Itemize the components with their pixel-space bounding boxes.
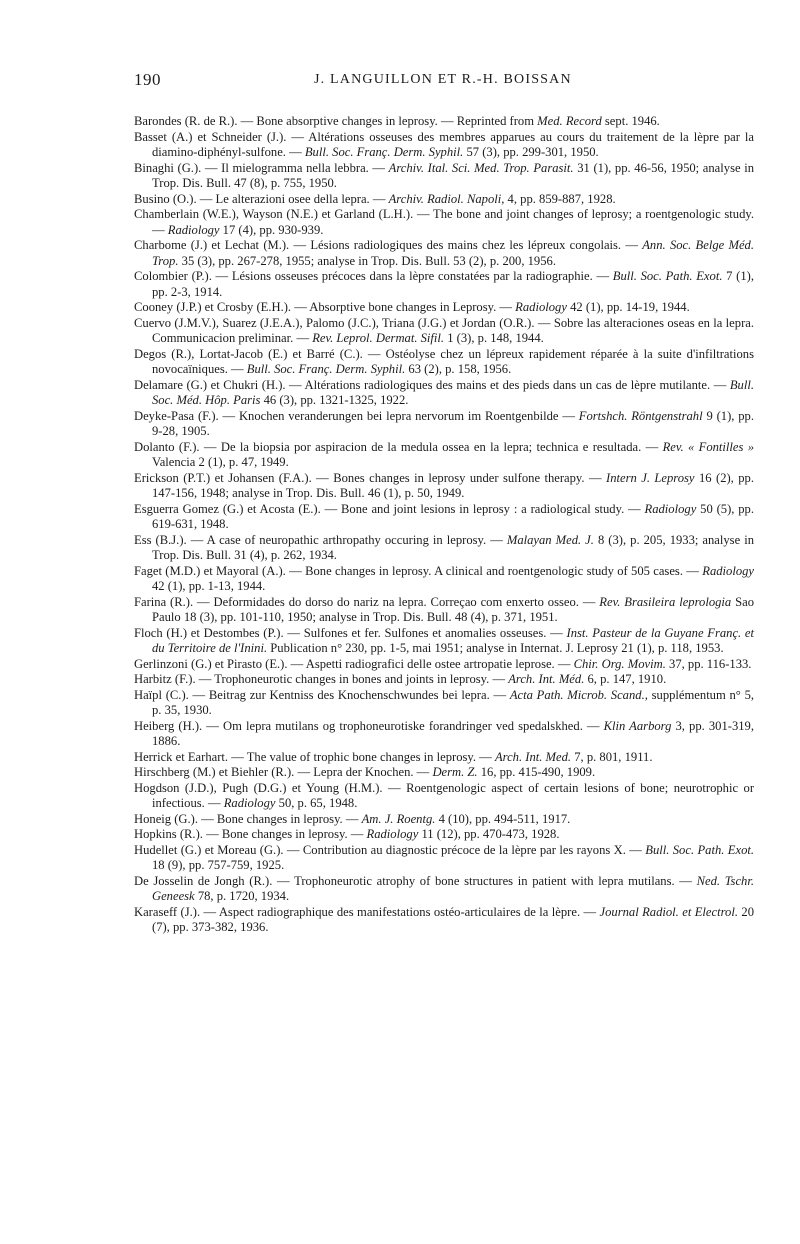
reference-authors: Farina (R.).	[134, 594, 194, 609]
reference-authors: Ess (B.J.).	[134, 532, 187, 547]
reference-details: 11 (12), pp. 470-473, 1928.	[421, 827, 560, 841]
reference-item: Hogdson (J.D.), Pugh (D.G.) et Young (H.M.). — Roentgenologic aspect of certain lesions of bone; neurotrophic or infectious. — Radiology 50, p. 65, 1948.	[134, 780, 755, 810]
reference-item: Dolanto (F.). — De la biopsia por aspiracion de la medula ossea en la lepra; technica e resultada. — Rev. « Fontilles » Valencia 2 (1), p. 47, 1949.	[134, 439, 755, 469]
reference-journal: Derm. Z.	[432, 765, 478, 779]
reference-item: Faget (M.D.) et Mayoral (A.). — Bone changes in leprosy. A clinical and roentgenologic study of 505 cases. — Radiology 42 (1), pp. 1-13, 1944.	[134, 563, 755, 593]
reference-details: 42 (1), pp. 1-13, 1944.	[152, 579, 266, 593]
reference-journal: Radiology	[644, 501, 697, 516]
reference-item: Erickson (P.T.) et Johansen (F.A.). — Bones changes in leprosy under sulfone therapy. — Intern J. Leprosy 16 (2), pp. 147-156, 1948; analyse in Trop. Dis. Bull. 46 (1), p. 50, 1949.	[134, 470, 755, 500]
reference-journal: Ann. Soc. Belge Méd. Trop.	[152, 238, 755, 268]
reference-title: Contribution au diagnostic précoce de la lèpre par les rayons X. —	[302, 842, 642, 857]
reference-title: Il mielogramma nella lebbra. —	[221, 160, 386, 175]
reference-details: 16 (2), pp. 147-156, 1948; analyse in Trop. Dis. Bull. 46 (1), p. 50, 1949.	[152, 470, 755, 500]
reference-title: Ostéolyse chez un lépreux rapidement réparée à la suite d'infiltrations novocaïniques. —	[152, 346, 754, 376]
reference-journal: Med. Record	[537, 114, 602, 128]
reference-authors: Dolanto (F.).	[134, 439, 200, 454]
reference-details: 35 (3), pp. 267-278, 1955; analyse in Trop. Dis. Bull. 53 (2), p. 200, 1956.	[181, 253, 556, 268]
reference-journal: Radiology	[223, 796, 276, 810]
reference-title: Trophoneurotic changes in bones and joints in leprosy. —	[214, 672, 506, 686]
reference-authors: Esguerra Gomez (G.) et Acosta (E.).	[134, 501, 321, 516]
reference-item: Harbitz (F.). — Trophoneurotic changes in bones and joints in leprosy. — Arch. Int. Méd. 6, p. 147, 1910.	[134, 672, 667, 686]
reference-journal: Radiology	[366, 827, 419, 841]
reference-authors: Faget (M.D.) et Mayoral (A.).	[134, 563, 286, 578]
reference-item: Basset (A.) et Schneider (J.). — Altérations osseuses des membres apparues au cours du traitement de la lèpre par la diamino-diphényl-sulfone. — Bull. Soc. Franç. Derm. Syphil. 57 (3), pp. 299-301, 1950.	[134, 129, 755, 159]
reference-item: Degos (R.), Lortat-Jacob (E.) et Barré (C.). — Ostéolyse chez un lépreux rapidement réparée à la suite d'infiltrations novocaïniques. — Bull. Soc. Franç. Derm. Syphil. 63 (2), p. 158, 1956.	[134, 346, 754, 376]
reference-details: sept. 1946.	[604, 114, 660, 128]
reference-item: Gerlinzoni (G.) et Pirasto (E.). — Aspetti radiografici delle ostee artropatie leprose. — Chir. Org. Movim. 37, pp. 116-133.	[134, 656, 752, 671]
reference-journal: Ned. Tschr. Geneesk	[152, 873, 754, 903]
reference-item: Hopkins (R.). — Bone changes in leprosy. — Radiology 11 (12), pp. 470-473, 1928.	[134, 827, 560, 841]
reference-title: Deformidades do dorso do nariz na lepra. Correçao com enxerto osseo. —	[213, 594, 596, 609]
reference-title: Aspetti radiografici delle ostee artropatie leprose. —	[305, 656, 571, 671]
reference-title: Bone and joint lesions in leprosy : a radiological study. —	[341, 501, 641, 516]
reference-journal: Archiv. Radiol. Napoli,	[388, 191, 505, 206]
reference-title: De la biopsia por aspiracion de la medula ossea en la lepra; technica e resultada. —	[220, 439, 659, 454]
reference-details: 57 (3), pp. 299-301, 1950.	[466, 145, 599, 159]
reference-item: Hirschberg (M.) et Biehler (R.). — Lepra der Knochen. — Derm. Z. 16, pp. 415-490, 1909.	[134, 765, 596, 779]
reference-item: Hudellet (G.) et Moreau (G.). — Contribution au diagnostic précoce de la lèpre par les rayons X. — Bull. Soc. Path. Exot. 18 (9), pp. 757-759, 1925.	[134, 842, 755, 872]
reference-title: Lepra der Knochen. —	[313, 765, 430, 779]
reference-title: Trophoneurotic atrophy of bone structures in patient with lepra mutilans. —	[294, 873, 692, 888]
reference-journal: Arch. Int. Méd.	[508, 672, 585, 686]
reference-journal: Am. J. Roentg.	[361, 811, 436, 826]
reference-title: Bone changes in leprosy. —	[221, 827, 364, 841]
reference-details: 20 (7), pp. 373-382, 1936.	[152, 904, 754, 934]
reference-authors: Binaghi (G.).	[134, 160, 202, 175]
reference-authors: Barondes (R. de R.).	[134, 114, 238, 128]
reference-item: Delamare (G.) et Chukri (H.). — Altérations radiologiques des mains et des pieds dans un cas de lèpre mutilante. — Bull. Soc. Méd. Hôp. Paris 46 (3), pp. 1321-1325, 1922.	[134, 377, 754, 407]
reference-title: Aspect radiographique des manifestations ostéo-articulaires de la lèpre. —	[218, 904, 597, 919]
reference-title: Bones changes in leprosy under sulfone therapy. —	[333, 470, 602, 485]
reference-title: Bone changes in leprosy. —	[216, 811, 359, 826]
reference-item: Karaseff (J.). — Aspect radiographique des manifestations ostéo-articulaires de la lèpre. — Journal Radiol. et Electrol. 20 (7), pp. 373-382, 1936.	[134, 904, 754, 934]
reference-journal: Arch. Int. Med.	[494, 749, 572, 764]
reference-details: 37, pp. 116-133.	[669, 656, 752, 671]
reference-journal: Klin Aarborg	[603, 718, 672, 733]
reference-journal: Radiology	[515, 300, 567, 314]
reference-title: Lésions osseuses précoces dans la lèpre constatées par la radiographie. —	[231, 269, 610, 283]
reference-journal: Bull. Soc. Franç. Derm. Syphil.	[304, 145, 464, 159]
reference-details: 3, pp. 301-319, 1886.	[152, 718, 754, 748]
reference-details: 8 (3), p. 205, 1933; analyse in Trop. Dis. Bull. 31 (4), p. 262, 1934.	[152, 532, 754, 562]
reference-item: Busino (O.). — Le alterazioni osee della lepra. — Archiv. Radiol. Napoli, 4, pp. 859-887, 1928.	[134, 191, 616, 206]
reference-item: Heiberg (H.). — Om lepra mutilans og trophoneurotiske forandringer ved spedalskhed. — Klin Aarborg 3, pp. 301-319, 1886.	[134, 718, 754, 748]
reference-item: Barondes (R. de R.). — Bone absorptive changes in leprosy. — Reprinted from Med. Record sept. 1946.	[134, 114, 660, 128]
reference-details: 7 (1), pp. 2-3, 1914.	[152, 269, 754, 299]
reference-list	[134, 114, 754, 936]
reference-title: Altérations radiologiques des mains et des pieds dans un cas de lèpre mutilante. —	[304, 377, 727, 392]
reference-authors: Charbome (J.) et Lechat (M.).	[134, 238, 290, 252]
reference-item: Haïpl (C.). — Beitrag zur Kentniss des Knochenschwundes bei lepra. — Acta Path. Microb. Scand., supplémentum n° 5, p. 35, 1930.	[134, 687, 755, 717]
reference-details: Sao Paulo 18 (3), pp. 101-110, 1950; analyse in Trop. Dis. Bull. 48 (4), p. 371, 1951.	[152, 594, 755, 624]
reference-authors: Karaseff (J.).	[134, 904, 201, 919]
reference-title: Altérations osseuses des membres apparues au cours du traitement de la lèpre par la diamino-diphényl-sulfone. —	[152, 129, 755, 159]
running-head: J. LANGUILLON ET R.-H. BOISSAN	[314, 72, 572, 87]
reference-authors: Hogdson (J.D.), Pugh (D.G.) et Young (H.M.).	[134, 780, 383, 795]
reference-journal: Rev. Leprol. Dermat. Sifil.	[312, 331, 445, 345]
page-number: 190	[134, 70, 161, 89]
reference-item: De Josselin de Jongh (R.). — Trophoneurotic atrophy of bone structures in patient with lepra mutilans. — Ned. Tschr. Geneesk 78, p. 1720, 1934.	[134, 873, 754, 903]
reference-details: 31 (1), pp. 46-56, 1950; analyse in Trop. Dis. Bull. 47 (8), p. 755, 1950.	[152, 160, 754, 190]
reference-details: 63 (2), p. 158, 1956.	[408, 362, 512, 376]
reference-item: Honeig (G.). — Bone changes in leprosy. — Am. J. Roentg. 4 (10), pp. 494-511, 1917.	[134, 811, 571, 826]
reference-item: Binaghi (G.). — Il mielogramma nella lebbra. — Archiv. Ital. Sci. Med. Trop. Parasit. 31 (1), pp. 46-56, 1950; analyse in Trop. Dis. Bull. 47 (8), p. 755, 1950.	[134, 160, 754, 190]
reference-authors: Herrick et Earhart.	[134, 749, 229, 764]
reference-authors: Haïpl (C.).	[134, 687, 189, 702]
reference-details: 50, p. 65, 1948.	[278, 796, 358, 810]
reference-title: Sobre las alteraciones oseas en la lepra. Communicacion preliminar. —	[152, 315, 754, 345]
reference-title: Bone changes in leprosy. A clinical and roentgenologic study of 505 cases. —	[305, 563, 699, 578]
reference-details: Valencia 2 (1), p. 47, 1949.	[152, 455, 289, 469]
reference-title: Absorptive bone changes in Leprosy. —	[309, 300, 513, 314]
reference-journal: Journal Radiol. et Electrol.	[599, 904, 738, 919]
reference-details: 42 (1), pp. 14-19, 1944.	[570, 300, 690, 314]
reference-title: Bone absorptive changes in leprosy. — Reprinted from	[256, 114, 535, 128]
reference-item: Cooney (J.P.) et Crosby (E.H.). — Absorptive bone changes in Leprosy. — Radiology 42 (1), pp. 14-19, 1944.	[134, 300, 690, 314]
reference-details: 18 (9), pp. 757-759, 1925.	[152, 858, 285, 872]
reference-authors: Hirschberg (M.) et Biehler (R.).	[134, 765, 295, 779]
reference-authors: Colombier (P.).	[134, 269, 212, 283]
reference-authors: Cooney (J.P.) et Crosby (E.H.).	[134, 300, 292, 314]
reference-details: 4, pp. 859-887, 1928.	[507, 191, 616, 206]
reference-title: Knochen veranderungen bei lepra nervorum im Roentgenbilde —	[238, 408, 575, 423]
reference-journal: Radiology	[167, 222, 220, 237]
reference-title: The value of trophic bone changes in leprosy. —	[246, 749, 492, 764]
reference-item: Deyke-Pasa (F.). — Knochen veranderungen bei lepra nervorum im Roentgenbilde — Fortshch. Röntgenstrahl 9 (1), pp. 9-28, 1905.	[134, 408, 754, 438]
reference-item: Cuervo (J.M.V.), Suarez (J.E.A.), Palomo (J.C.), Triana (J.G.) et Jordan (O.R.). — Sobre las alteraciones oseas en la lepra. Communicacion preliminar. — Rev. Leprol. Dermat. Sifil. 1 (3), p. 148, 1944.	[134, 315, 754, 345]
reference-journal: Radiology	[702, 563, 755, 578]
reference-details: 16, pp. 415-490, 1909.	[480, 765, 596, 779]
reference-title: A case of neuropathic arthropathy occuring in leprosy. —	[206, 532, 503, 547]
reference-title: The bone and joint changes of leprosy; a roentgenologic study. —	[152, 207, 755, 237]
reference-authors: De Josselin de Jongh (R.).	[134, 873, 273, 888]
reference-authors: Hopkins (R.).	[134, 827, 203, 841]
reference-details: 6, p. 147, 1910.	[587, 672, 667, 686]
page-header	[134, 70, 754, 92]
reference-journal: Rev. « Fontilles »	[662, 439, 755, 454]
reference-title: Beitrag zur Kentniss des Knochenschwundes bei lepra. —	[208, 687, 507, 702]
reference-journal: Malayan Med. J.	[506, 532, 594, 547]
reference-details: 9 (1), pp. 9-28, 1905.	[152, 408, 754, 438]
reference-authors: Deyke-Pasa (F.).	[134, 408, 219, 423]
reference-authors: Cuervo (J.M.V.), Suarez (J.E.A.), Palomo (J.C.), Triana (J.G.) et Jordan (O.R.).	[134, 315, 535, 330]
reference-details: 78, p. 1720, 1934.	[197, 889, 290, 903]
reference-title: Sulfones et fer. Sulfones et anomalies osseuses. —	[303, 625, 563, 640]
reference-authors: Harbitz (F.).	[134, 672, 196, 686]
reference-journal: Inst. Pasteur de la Guyane Franç. et du Territoire de l'Inini.	[152, 625, 755, 655]
reference-details: 4 (10), pp. 494-511, 1917.	[438, 811, 571, 826]
reference-authors: Hudellet (G.) et Moreau (G.).	[134, 842, 284, 857]
reference-item: Chamberlain (W.E.), Wayson (N.E.) et Garland (L.H.). — The bone and joint changes of leprosy; a roentgenologic study. — Radiology 17 (4), pp. 930-939.	[134, 207, 755, 237]
reference-authors: Degos (R.), Lortat-Jacob (E.) et Barré (C.).	[134, 346, 363, 361]
reference-journal: Bull. Soc. Path. Exot.	[612, 269, 723, 283]
reference-title: Om lepra mutilans og trophoneurotiske forandringer ved spedalskhed. —	[223, 718, 600, 733]
reference-authors: Honeig (G.).	[134, 811, 199, 826]
reference-authors: Chamberlain (W.E.), Wayson (N.E.) et Garland (L.H.).	[134, 207, 414, 221]
reference-details: Publication n° 230, pp. 1-5, mai 1951; analyse in Internat. J. Leprosy 21 (1), p. 118, 1953.	[270, 641, 724, 655]
reference-authors: Busino (O.).	[134, 191, 197, 206]
reference-journal: Acta Path. Microb. Scand.,	[509, 687, 648, 702]
reference-journal: Bull. Soc. Path. Exot.	[645, 842, 755, 857]
reference-authors: Gerlinzoni (G.) et Pirasto (E.).	[134, 656, 288, 671]
reference-authors: Erickson (P.T.) et Johansen (F.A.).	[134, 470, 312, 485]
reference-journal: Rev. Brasileira leprologia	[599, 594, 732, 609]
reference-item: Esguerra Gomez (G.) et Acosta (E.). — Bone and joint lesions in leprosy : a radiological study. — Radiology 50 (5), pp. 619-631, 1948.	[134, 501, 755, 531]
reference-journal: Intern J. Leprosy	[606, 470, 695, 485]
reference-authors: Delamare (G.) et Chukri (H.).	[134, 377, 286, 392]
reference-journal: Archiv. Ital. Sci. Med. Trop. Parasit.	[388, 160, 574, 175]
reference-item: Ess (B.J.). — A case of neuropathic arthropathy occuring in leprosy. — Malayan Med. J. 8 (3), p. 205, 1933; analyse in Trop. Dis. Bull. 31 (4), p. 262, 1934.	[134, 532, 754, 562]
reference-authors: Basset (A.) et Schneider (J.).	[134, 129, 287, 144]
reference-journal: Chir. Org. Movim.	[573, 656, 666, 671]
reference-authors: Floch (H.) et Destombes (P.).	[134, 625, 284, 640]
reference-details: 1 (3), p. 148, 1944.	[447, 331, 544, 345]
reference-item: Floch (H.) et Destombes (P.). — Sulfones et fer. Sulfones et anomalies osseuses. — Inst. Pasteur de la Guyane Franç. et du Territoire de l'Inini. Publication n° 230, pp. 1-5, mai 1951; analyse in Internat. J. Leprosy 21 (1), p. 118, 1953.	[134, 625, 755, 655]
reference-title: Lésions radiologiques des mains chez les lépreux congolais. —	[310, 238, 638, 252]
reference-title: Roentgenologic aspect of certain lesions of bone; neurotrophic or infectious. —	[152, 780, 755, 810]
reference-item: Farina (R.). — Deformidades do dorso do nariz na lepra. Correçao com enxerto osseo. — Rev. Brasileira leprologia Sao Paulo 18 (3), pp. 101-110, 1950; analyse in Trop. Dis. Bull. 48 (4), p. 371, 1951.	[134, 594, 755, 624]
reference-details: 17 (4), pp. 930-939.	[222, 222, 324, 237]
reference-journal: Fortshch. Röntgenstrahl	[578, 408, 703, 423]
reference-journal: Bull. Soc. Franç. Derm. Syphil.	[246, 362, 406, 376]
reference-item: Herrick et Earhart. — The value of trophic bone changes in leprosy. — Arch. Int. Med. 7, p. 801, 1911.	[134, 749, 653, 764]
reference-details: supplémentum n° 5, p. 35, 1930.	[152, 687, 755, 717]
reference-details: 46 (3), pp. 1321-1325, 1922.	[263, 393, 409, 407]
reference-title: Le alterazioni osee della lepra. —	[215, 191, 386, 206]
reference-journal: Bull. Soc. Méd. Hôp. Paris	[152, 377, 754, 407]
reference-item: Colombier (P.). — Lésions osseuses précoces dans la lèpre constatées par la radiographie. — Bull. Soc. Path. Exot. 7 (1), pp. 2-3, 1914.	[134, 269, 754, 299]
reference-authors: Heiberg (H.).	[134, 718, 203, 733]
reference-details: 7, p. 801, 1911.	[574, 749, 653, 764]
reference-details: 50 (5), pp. 619-631, 1948.	[152, 501, 755, 531]
reference-item: Charbome (J.) et Lechat (M.). — Lésions radiologiques des mains chez les lépreux congolais. — Ann. Soc. Belge Méd. Trop. 35 (3), pp. 267-278, 1955; analyse in Trop. Dis. Bull. 53 (2), p. 200, 1956.	[134, 238, 755, 268]
